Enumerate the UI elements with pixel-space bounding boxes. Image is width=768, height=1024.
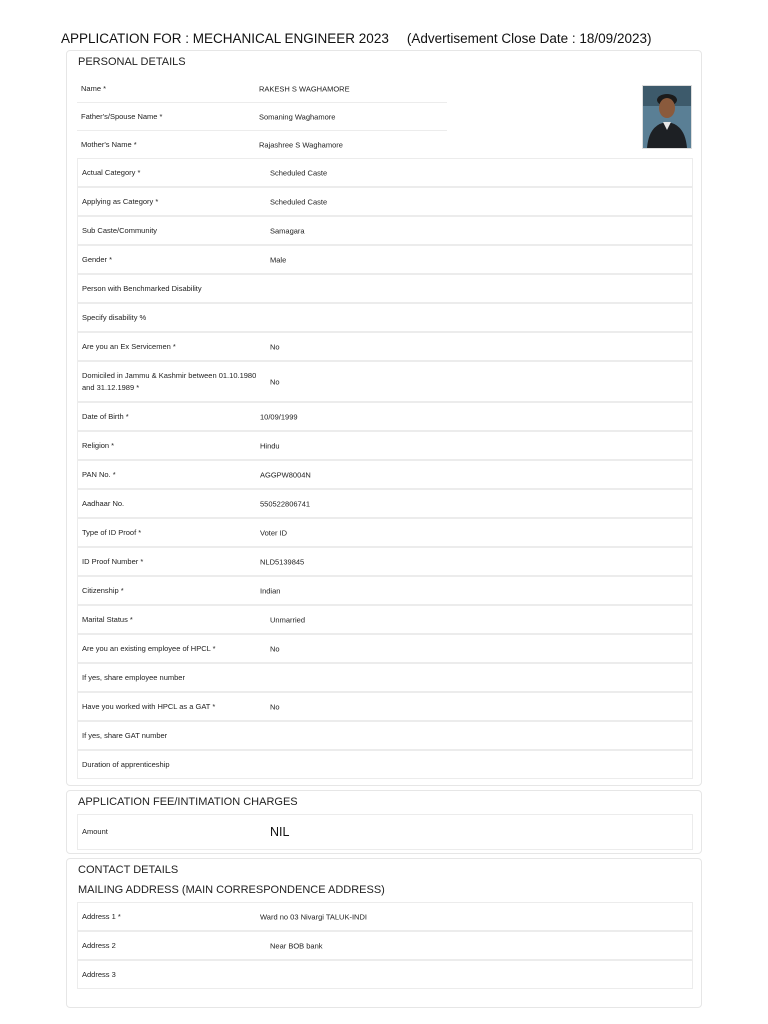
row-gat-number <box>77 721 693 750</box>
row-address-1 <box>77 902 693 931</box>
row-label: Address 3 <box>82 969 116 979</box>
row-value: Voter ID <box>260 528 288 537</box>
row-value: Unmarried <box>270 615 306 624</box>
row-label: Name * <box>81 83 107 93</box>
row-value: Samagara <box>270 226 305 235</box>
personal-details-heading: PERSONAL DETAILS <box>78 56 186 68</box>
row-label: Gender * <box>82 254 113 264</box>
row-value: Rajashree S Waghamore <box>259 140 343 150</box>
row-value: NIL <box>270 825 290 839</box>
row-label: Domiciled in Jammu & Kashmir between 01.10.1980 and 31.12.1989 * <box>82 370 257 392</box>
row-address-2 <box>77 931 693 960</box>
row-employee-number <box>77 663 693 692</box>
applicant-photo <box>642 85 692 149</box>
row-hpcl-gat <box>77 692 693 721</box>
row-value: No <box>270 702 280 711</box>
row-id-proof-number <box>77 547 693 576</box>
row-label: If yes, share employee number <box>82 672 185 682</box>
row-aadhaar-no <box>77 489 693 518</box>
application-fee-heading: APPLICATION FEE/INTIMATION CHARGES <box>78 796 298 808</box>
row-value: No <box>270 342 280 351</box>
row-applying-category <box>77 187 693 216</box>
row-label: Aadhaar No. <box>82 498 125 508</box>
contact-details-panel <box>66 858 702 1008</box>
row-value: Male <box>270 255 287 264</box>
row-label: Duration of apprenticeship <box>82 759 170 769</box>
contact-details-heading: CONTACT DETAILS <box>78 864 179 876</box>
row-address-3 <box>77 960 693 989</box>
row-ex-servicemen <box>77 332 693 361</box>
row-label: Religion * <box>82 440 115 450</box>
row-name <box>77 75 447 103</box>
row-value: 550522806741 <box>260 499 311 508</box>
row-hpcl-employee <box>77 634 693 663</box>
row-religion <box>77 431 693 460</box>
row-label: PAN No. * <box>82 469 116 479</box>
application-fee-panel <box>66 790 702 854</box>
row-jk-domicile <box>77 361 693 402</box>
row-actual-category <box>77 158 693 187</box>
row-value: RAKESH S WAGHAMORE <box>259 84 350 93</box>
mailing-address-heading: MAILING ADDRESS (MAIN CORRESPONDENCE ADDRESS) <box>78 884 385 896</box>
row-value: Scheduled Caste <box>270 168 328 177</box>
row-label: Are you an existing employee of HPCL * <box>82 643 216 653</box>
advertisement-close-date: (Advertisement Close Date : 18/09/2023) <box>406 31 652 46</box>
page-title <box>61 31 651 46</box>
row-father-spouse-name <box>77 103 447 131</box>
row-label: Actual Category * <box>82 167 141 177</box>
row-value: Hindu <box>260 441 280 450</box>
row-value: Scheduled Caste <box>270 197 328 206</box>
row-value: No <box>270 377 280 386</box>
row-mother-name <box>77 131 447 159</box>
row-value: No <box>270 644 280 653</box>
row-label: Date of Birth * <box>82 411 129 421</box>
row-label: Mother's Name * <box>81 140 137 149</box>
row-label: Citizenship * <box>82 585 124 595</box>
row-id-proof-type <box>77 518 693 547</box>
personal-details-panel <box>66 50 702 786</box>
row-value: 10/09/1999 <box>260 412 298 421</box>
row-disability-percent <box>77 303 693 332</box>
row-sub-caste <box>77 216 693 245</box>
row-date-of-birth <box>77 402 693 431</box>
row-citizenship <box>77 576 693 605</box>
row-marital-status <box>77 605 693 634</box>
row-value: AGGPW8004N <box>260 470 311 479</box>
row-label: Address 1 * <box>82 911 121 921</box>
row-label: Person with Benchmarked Disability <box>82 283 202 293</box>
row-value: Somaning Waghamore <box>259 112 336 121</box>
row-label: Specify disability % <box>82 312 147 322</box>
row-apprenticeship-duration <box>77 750 693 779</box>
row-value: Ward no 03 Nivargi TALUK-INDI <box>260 912 367 921</box>
row-amount <box>77 814 693 850</box>
row-label: Have you worked with HPCL as a GAT * <box>82 701 216 711</box>
application-title: APPLICATION FOR : MECHANICAL ENGINEER 2023 <box>61 31 389 46</box>
row-value: NLD5139845 <box>260 557 305 566</box>
row-benchmarked-disability <box>77 274 693 303</box>
row-label: Amount <box>82 827 108 836</box>
row-label: Are you an Ex Servicemen * <box>82 341 176 351</box>
row-value: Near BOB bank <box>270 941 323 950</box>
row-pan-no <box>77 460 693 489</box>
row-gender <box>77 245 693 274</box>
row-label: Type of ID Proof * <box>82 527 142 537</box>
row-label: Sub Caste/Community <box>82 225 158 235</box>
row-label: If yes, share GAT number <box>82 730 168 740</box>
row-value: Indian <box>260 586 281 595</box>
row-label: Marital Status * <box>82 614 133 624</box>
row-label: ID Proof Number * <box>82 556 144 566</box>
row-label: Address 2 <box>82 940 116 950</box>
row-label: Applying as Category * <box>82 196 159 206</box>
row-label: Father's/Spouse Name * <box>81 111 163 121</box>
